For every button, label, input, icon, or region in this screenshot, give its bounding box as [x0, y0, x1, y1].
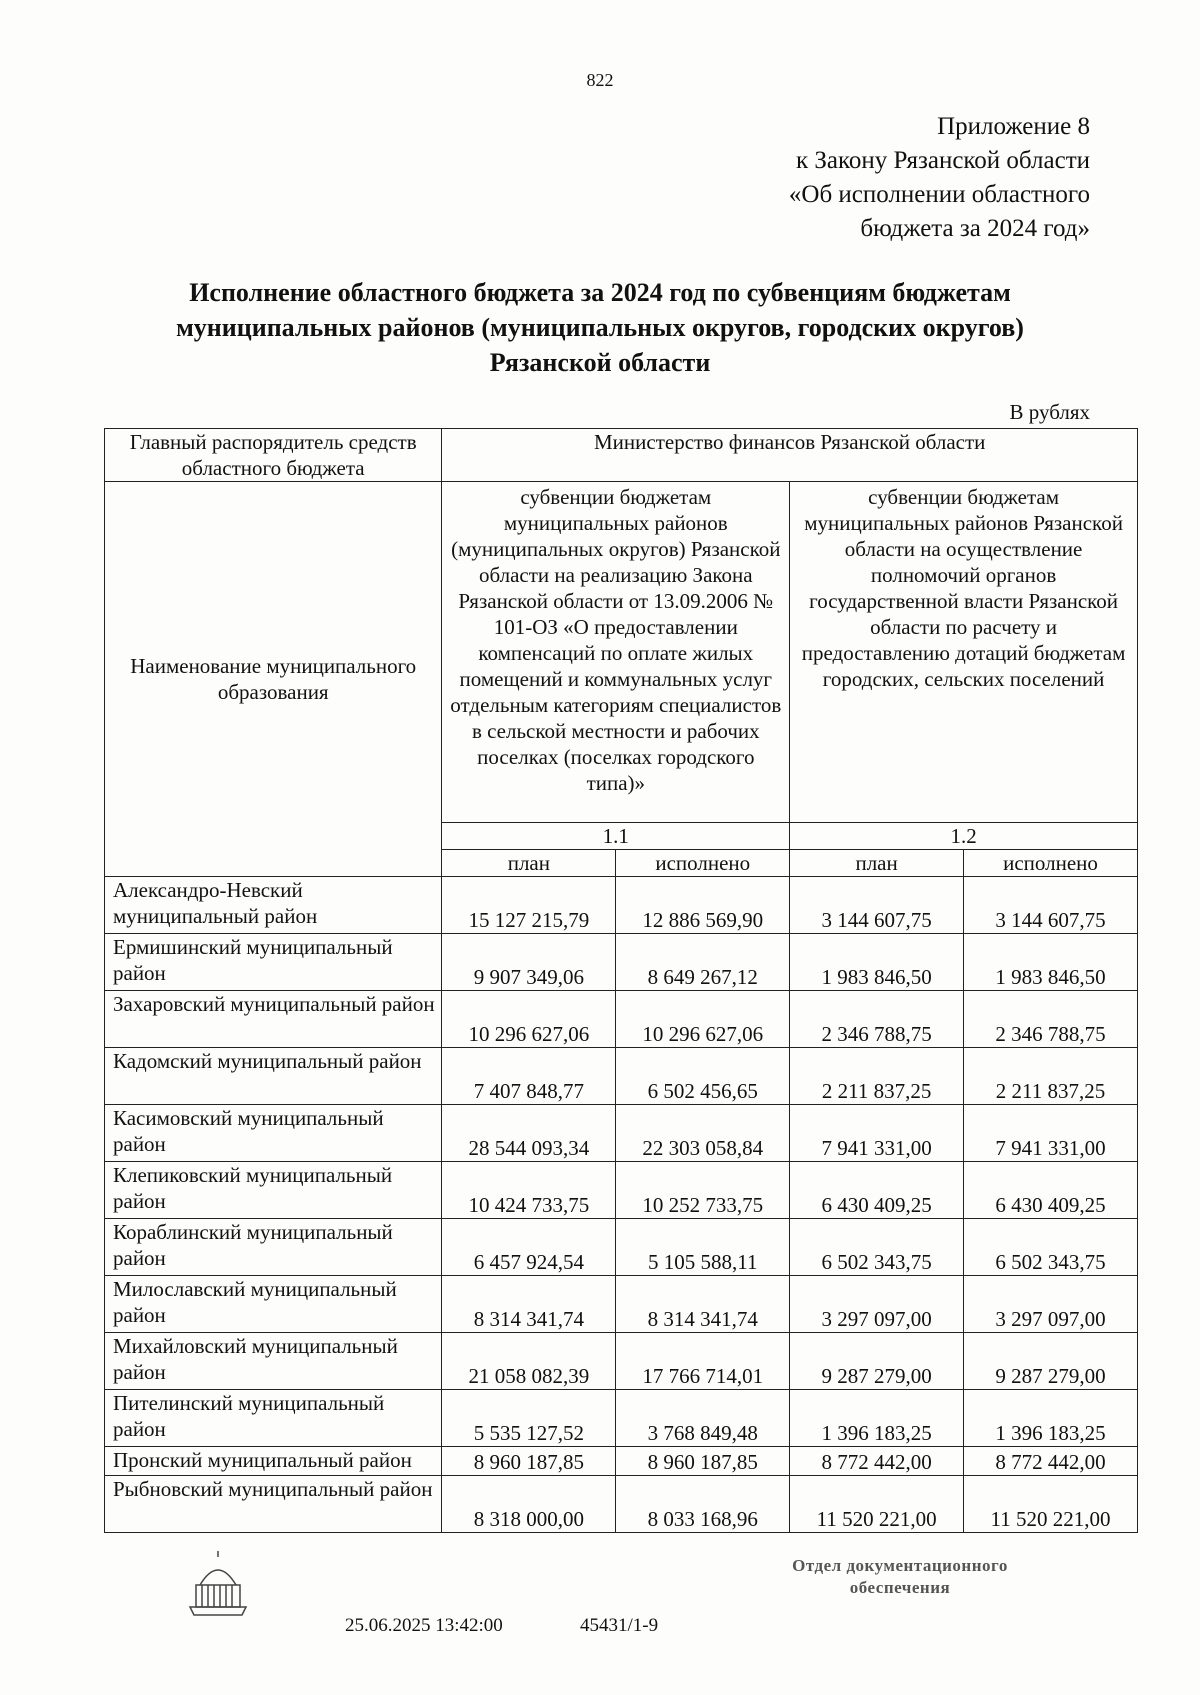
done-2-value: 11 520 221,00: [964, 1476, 1138, 1533]
plan-2-value: 6 430 409,25: [790, 1162, 964, 1219]
municipality-name: Михайловский муниципальный район: [105, 1333, 442, 1390]
done-1-value: 8 649 267,12: [616, 934, 790, 991]
col2-code: 1.2: [790, 823, 1138, 850]
department-stamp: [760, 1555, 1040, 1599]
done-1-value: 3 768 849,48: [616, 1390, 790, 1447]
plan-2-value: 3 144 607,75: [790, 877, 964, 934]
done-2-value: 1 983 846,50: [964, 934, 1138, 991]
table-row: [105, 1048, 1138, 1105]
dept-stamp-line-1: Отдел документационного: [792, 1556, 1008, 1575]
col1-code: 1.1: [442, 823, 790, 850]
municipality-name: Александро-Невский муниципальный район: [105, 877, 442, 934]
done-1-value: 12 886 569,90: [616, 877, 790, 934]
done-label: исполнено: [964, 850, 1138, 877]
col2-description: субвенции бюджетам муниципальных районов Рязанской области на осуществление полномочий органов государственной власти Рязанской области по расчету и предоставлению дотаций бюджетам городских, сельских поселений: [790, 482, 1138, 823]
done-1-value: 22 303 058,84: [616, 1105, 790, 1162]
done-2-value: 9 287 279,00: [964, 1333, 1138, 1390]
plan-1-value: 9 907 349,06: [442, 934, 616, 991]
plan-2-value: 7 941 331,00: [790, 1105, 964, 1162]
plan-1-value: 21 058 082,39: [442, 1333, 616, 1390]
table-row: [105, 1162, 1138, 1219]
header-name-label: Наименование муниципального образования: [105, 482, 442, 877]
plan-2-value: 2 211 837,25: [790, 1048, 964, 1105]
municipality-name: Пронский муниципальный район: [105, 1447, 442, 1476]
municipality-name: Рыбновский муниципальный район: [105, 1476, 442, 1533]
document-title: [120, 275, 1080, 380]
col1-description: субвенции бюджетам муниципальных районов (муниципальных округов) Рязанской области на реализацию Закона Рязанской области от 13.09.2006 № 101-ОЗ «О предоставлении компенсаций по оплате жилых помещений и коммунальных услуг отдельным категориям специалистов в сельской местности и рабочих поселках (поселках городского типа)»: [442, 482, 790, 823]
units-label: В рублях: [1009, 400, 1090, 424]
municipality-name: Пителинский муниципальный район: [105, 1390, 442, 1447]
appendix-line-2: к Закону Рязанской области: [796, 147, 1090, 174]
plan-2-value: 1 396 183,25: [790, 1390, 964, 1447]
municipality-name: Кадомский муниципальный район: [105, 1048, 442, 1105]
duma-building-icon: [178, 1545, 258, 1625]
done-2-value: 8 772 442,00: [964, 1447, 1138, 1476]
plan-2-value: 2 346 788,75: [790, 991, 964, 1048]
plan-2-value: 9 287 279,00: [790, 1333, 964, 1390]
municipality-name: Захаровский муниципальный район: [105, 991, 442, 1048]
done-2-value: 3 297 097,00: [964, 1276, 1138, 1333]
plan-1-value: 15 127 215,79: [442, 877, 616, 934]
done-2-value: 2 346 788,75: [964, 991, 1138, 1048]
title-line-2: муниципальных районов (муниципальных округов, городских округов): [176, 313, 1024, 342]
done-1-value: 8 314 341,74: [616, 1276, 790, 1333]
done-2-value: 7 941 331,00: [964, 1105, 1138, 1162]
done-1-value: 5 105 588,11: [616, 1219, 790, 1276]
budget-table: [104, 428, 1138, 1533]
plan-2-value: 11 520 221,00: [790, 1476, 964, 1533]
footer-datetime: 25.06.2025 13:42:00: [345, 1615, 503, 1636]
plan-1-value: 28 544 093,34: [442, 1105, 616, 1162]
municipality-name: Клепиковский муниципальный район: [105, 1162, 442, 1219]
table-row: [105, 1390, 1138, 1447]
done-1-value: 17 766 714,01: [616, 1333, 790, 1390]
plan-label: план: [442, 850, 616, 877]
page-number: 822: [586, 70, 614, 90]
done-1-value: 10 296 627,06: [616, 991, 790, 1048]
plan-2-value: 1 983 846,50: [790, 934, 964, 991]
municipality-name: Милославский муниципальный район: [105, 1276, 442, 1333]
done-2-value: 2 211 837,25: [964, 1048, 1138, 1105]
municipality-name: Ермишинский муниципальный район: [105, 934, 442, 991]
table-row: [105, 1333, 1138, 1390]
table-row: [105, 1105, 1138, 1162]
header-admin-value: Министерство финансов Рязанской области: [442, 429, 1138, 482]
table-row: [105, 991, 1138, 1048]
plan-1-value: 10 424 733,75: [442, 1162, 616, 1219]
header-admin-row: [105, 429, 1138, 482]
plan-1-value: 8 314 341,74: [442, 1276, 616, 1333]
footer-doc-code: 45431/1-9: [580, 1615, 659, 1636]
plan-1-value: 8 960 187,85: [442, 1447, 616, 1476]
done-1-value: 8 960 187,85: [616, 1447, 790, 1476]
table-row: [105, 1219, 1138, 1276]
table-row: [105, 1447, 1138, 1476]
plan-1-value: 7 407 848,77: [442, 1048, 616, 1105]
done-2-value: 1 396 183,25: [964, 1390, 1138, 1447]
header-description-row: [105, 482, 1138, 823]
plan-2-value: 8 772 442,00: [790, 1447, 964, 1476]
appendix-block: [789, 110, 1090, 246]
plan-1-value: 8 318 000,00: [442, 1476, 616, 1533]
done-1-value: 8 033 168,96: [616, 1476, 790, 1533]
appendix-line-1: Приложение 8: [937, 113, 1090, 140]
plan-1-value: 10 296 627,06: [442, 991, 616, 1048]
plan-label: план: [790, 850, 964, 877]
table-row: [105, 1476, 1138, 1533]
done-1-value: 10 252 733,75: [616, 1162, 790, 1219]
plan-2-value: 3 297 097,00: [790, 1276, 964, 1333]
plan-1-value: 6 457 924,54: [442, 1219, 616, 1276]
appendix-line-4: бюджета за 2024 год»: [860, 215, 1090, 242]
municipality-name: Касимовский муниципальный район: [105, 1105, 442, 1162]
done-2-value: 6 430 409,25: [964, 1162, 1138, 1219]
table-row: [105, 934, 1138, 991]
municipality-name: Кораблинский муниципальный район: [105, 1219, 442, 1276]
appendix-line-3: «Об исполнении областного: [788, 181, 1090, 208]
table-row: [105, 877, 1138, 934]
table-row: [105, 1276, 1138, 1333]
done-2-value: 3 144 607,75: [964, 877, 1138, 934]
header-admin-label: Главный распорядитель средств областного бюджета: [105, 429, 442, 482]
plan-2-value: 6 502 343,75: [790, 1219, 964, 1276]
dept-stamp-line-2: обеспечения: [849, 1578, 951, 1597]
plan-1-value: 5 535 127,52: [442, 1390, 616, 1447]
done-label: исполнено: [616, 850, 790, 877]
done-2-value: 6 502 343,75: [964, 1219, 1138, 1276]
title-line-1: Исполнение областного бюджета за 2024 год по субвенциям бюджетам: [189, 278, 1011, 307]
title-line-3: Рязанской области: [489, 348, 711, 377]
done-1-value: 6 502 456,65: [616, 1048, 790, 1105]
